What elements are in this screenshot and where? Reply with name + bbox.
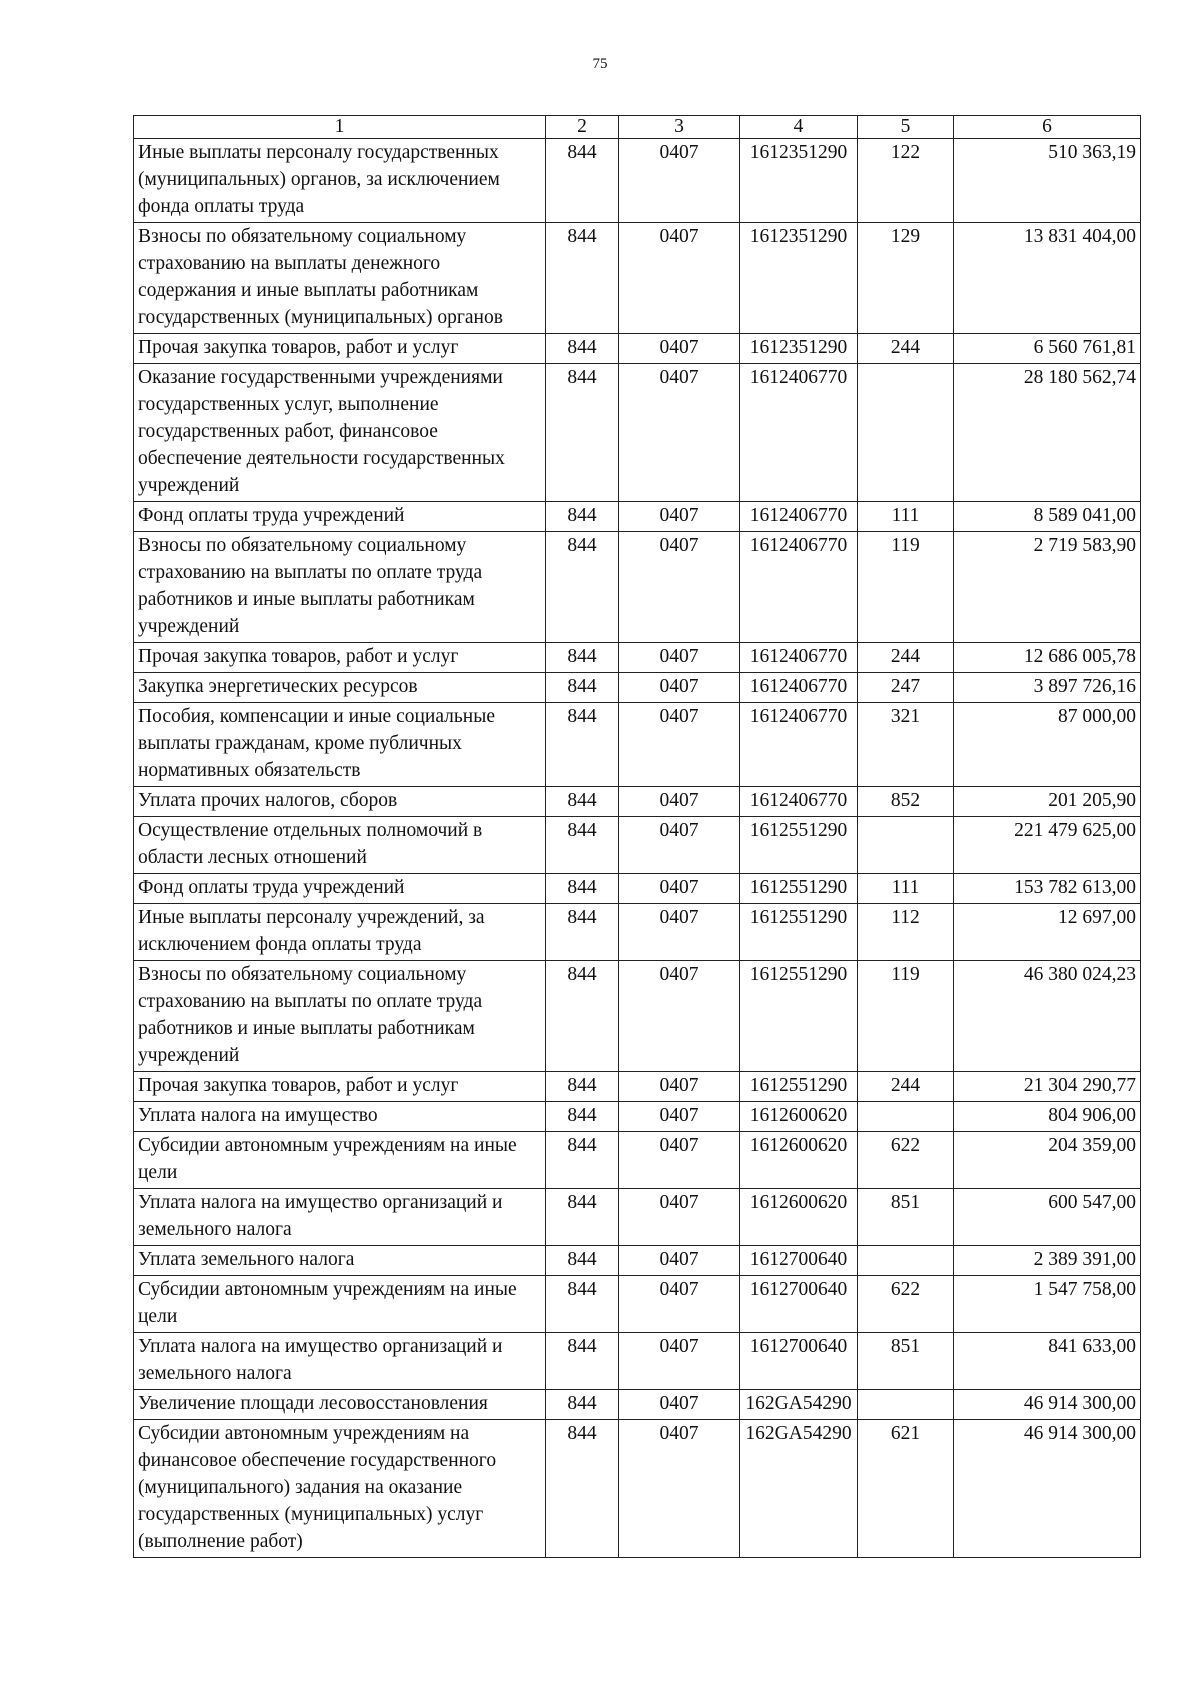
row-col5-cell: 851 (858, 1189, 954, 1246)
table-row (134, 1390, 1141, 1420)
table-row (134, 961, 1141, 1072)
row-col5-cell (858, 1390, 954, 1420)
row-name-cell: Субсидии автономным учреждениям на финансовое обеспечение государственного (муниципального) задания на оказание государственных (муниципальных) услуг (выполнение работ) (134, 1420, 546, 1558)
row-col2-cell: 844 (546, 1333, 619, 1390)
row-col3-cell: 0407 (619, 961, 740, 1072)
row-col5-cell: 244 (858, 1072, 954, 1102)
row-name-cell: Уплата прочих налогов, сборов (134, 787, 546, 817)
header-col-5: 5 (858, 116, 954, 139)
row-amount-cell: 3 897 726,16 (954, 673, 1141, 703)
row-amount-cell: 46 914 300,00 (954, 1420, 1141, 1558)
row-col2-cell: 844 (546, 703, 619, 787)
row-col4-cell: 162GA54290 (740, 1390, 858, 1420)
budget-table (133, 115, 1141, 1558)
row-name-cell: Прочая закупка товаров, работ и услуг (134, 334, 546, 364)
row-col5-cell: 129 (858, 223, 954, 334)
row-name-cell: Увеличение площади лесовосстановления (134, 1390, 546, 1420)
row-col2-cell: 844 (546, 961, 619, 1072)
table-row (134, 1276, 1141, 1333)
row-amount-cell: 28 180 562,74 (954, 364, 1141, 502)
row-col2-cell: 844 (546, 1072, 619, 1102)
row-col2-cell: 844 (546, 1132, 619, 1189)
row-col5-cell: 851 (858, 1333, 954, 1390)
row-col3-cell: 0407 (619, 1246, 740, 1276)
row-name-cell: Взносы по обязательному социальному страхованию на выплаты денежного содержания и иные выплаты работникам государственных (муниципальных) органов (134, 223, 546, 334)
table-row (134, 1333, 1141, 1390)
row-col3-cell: 0407 (619, 1276, 740, 1333)
row-col4-cell: 1612406770 (740, 673, 858, 703)
header-col-3: 3 (619, 116, 740, 139)
row-col4-cell: 1612351290 (740, 223, 858, 334)
row-col2-cell: 844 (546, 787, 619, 817)
row-col5-cell: 244 (858, 643, 954, 673)
row-col4-cell: 1612406770 (740, 787, 858, 817)
row-col3-cell: 0407 (619, 532, 740, 643)
row-col3-cell: 0407 (619, 334, 740, 364)
table-row (134, 1420, 1141, 1558)
row-col5-cell: 622 (858, 1132, 954, 1189)
row-col3-cell: 0407 (619, 1189, 740, 1246)
row-name-cell: Субсидии автономным учреждениям на иные цели (134, 1276, 546, 1333)
row-col2-cell: 844 (546, 874, 619, 904)
row-name-cell: Уплата налога на имущество организаций и земельного налога (134, 1189, 546, 1246)
table-row (134, 787, 1141, 817)
row-name-cell: Закупка энергетических ресурсов (134, 673, 546, 703)
table-row (134, 1189, 1141, 1246)
row-name-cell: Уплата налога на имущество (134, 1102, 546, 1132)
row-amount-cell: 841 633,00 (954, 1333, 1141, 1390)
row-col3-cell: 0407 (619, 1390, 740, 1420)
row-col5-cell (858, 364, 954, 502)
table-row (134, 673, 1141, 703)
row-col5-cell: 112 (858, 904, 954, 961)
row-col2-cell: 844 (546, 1420, 619, 1558)
row-col4-cell: 1612551290 (740, 961, 858, 1072)
row-amount-cell: 8 589 041,00 (954, 502, 1141, 532)
row-amount-cell: 1 547 758,00 (954, 1276, 1141, 1333)
row-name-cell: Субсидии автономным учреждениям на иные цели (134, 1132, 546, 1189)
row-col3-cell: 0407 (619, 1102, 740, 1132)
header-col-2: 2 (546, 116, 619, 139)
page-number: 75 (592, 56, 608, 72)
table-row (134, 703, 1141, 787)
row-col5-cell (858, 1102, 954, 1132)
row-col4-cell: 1612551290 (740, 817, 858, 874)
row-col3-cell: 0407 (619, 223, 740, 334)
table-row (134, 643, 1141, 673)
row-col3-cell: 0407 (619, 1333, 740, 1390)
row-col2-cell: 844 (546, 1246, 619, 1276)
row-col3-cell: 0407 (619, 817, 740, 874)
table-row (134, 139, 1141, 223)
header-col-6: 6 (954, 116, 1141, 139)
row-col4-cell: 1612406770 (740, 532, 858, 643)
row-name-cell: Взносы по обязательному социальному страхованию на выплаты по оплате труда работников и иные выплаты работникам учреждений (134, 961, 546, 1072)
row-name-cell: Прочая закупка товаров, работ и услуг (134, 643, 546, 673)
row-col4-cell: 1612551290 (740, 874, 858, 904)
row-amount-cell: 6 560 761,81 (954, 334, 1141, 364)
row-col4-cell: 1612551290 (740, 904, 858, 961)
row-col5-cell: 119 (858, 532, 954, 643)
row-col2-cell: 844 (546, 364, 619, 502)
row-col5-cell: 321 (858, 703, 954, 787)
row-col4-cell: 1612406770 (740, 643, 858, 673)
row-col4-cell: 1612700640 (740, 1246, 858, 1276)
table-header-row (134, 116, 1141, 139)
table-row (134, 817, 1141, 874)
row-amount-cell: 21 304 290,77 (954, 1072, 1141, 1102)
row-col3-cell: 0407 (619, 703, 740, 787)
table-row (134, 223, 1141, 334)
row-name-cell: Уплата земельного налога (134, 1246, 546, 1276)
row-amount-cell: 12 686 005,78 (954, 643, 1141, 673)
row-name-cell: Иные выплаты персоналу государственных (муниципальных) органов, за исключением фонда оплаты труда (134, 139, 546, 223)
table-row (134, 1246, 1141, 1276)
row-col4-cell: 1612551290 (740, 1072, 858, 1102)
table-row (134, 904, 1141, 961)
row-amount-cell: 12 697,00 (954, 904, 1141, 961)
row-col4-cell: 1612406770 (740, 364, 858, 502)
row-name-cell: Осуществление отдельных полномочий в области лесных отношений (134, 817, 546, 874)
header-col-4: 4 (740, 116, 858, 139)
row-name-cell: Взносы по обязательному социальному страхованию на выплаты по оплате труда работников и иные выплаты работникам учреждений (134, 532, 546, 643)
row-col2-cell: 844 (546, 643, 619, 673)
row-col4-cell: 162GA54290 (740, 1420, 858, 1558)
row-col4-cell: 1612700640 (740, 1333, 858, 1390)
row-col2-cell: 844 (546, 532, 619, 643)
row-col4-cell: 1612600620 (740, 1132, 858, 1189)
row-col3-cell: 0407 (619, 364, 740, 502)
row-col3-cell: 0407 (619, 673, 740, 703)
row-col3-cell: 0407 (619, 904, 740, 961)
row-col4-cell: 1612600620 (740, 1189, 858, 1246)
row-col4-cell: 1612600620 (740, 1102, 858, 1132)
row-col2-cell: 844 (546, 502, 619, 532)
row-col2-cell: 844 (546, 1189, 619, 1246)
row-col5-cell: 122 (858, 139, 954, 223)
row-amount-cell: 600 547,00 (954, 1189, 1141, 1246)
row-amount-cell: 13 831 404,00 (954, 223, 1141, 334)
row-col2-cell: 844 (546, 673, 619, 703)
row-col2-cell: 844 (546, 1390, 619, 1420)
row-col5-cell: 244 (858, 334, 954, 364)
row-amount-cell: 87 000,00 (954, 703, 1141, 787)
row-col2-cell: 844 (546, 223, 619, 334)
row-col5-cell: 621 (858, 1420, 954, 1558)
row-col3-cell: 0407 (619, 787, 740, 817)
row-col2-cell: 844 (546, 1276, 619, 1333)
table-row (134, 1132, 1141, 1189)
row-col3-cell: 0407 (619, 1072, 740, 1102)
row-col4-cell: 1612700640 (740, 1276, 858, 1333)
row-name-cell: Оказание государственными учреждениями государственных услуг, выполнение государственных работ, финансовое обеспечение деятельности государственных учреждений (134, 364, 546, 502)
row-col4-cell: 1612406770 (740, 703, 858, 787)
row-col3-cell: 0407 (619, 1420, 740, 1558)
header-col-1: 1 (134, 116, 546, 139)
row-col3-cell: 0407 (619, 874, 740, 904)
row-col5-cell (858, 817, 954, 874)
row-name-cell: Уплата налога на имущество организаций и земельного налога (134, 1333, 546, 1390)
row-amount-cell: 221 479 625,00 (954, 817, 1141, 874)
row-col5-cell: 111 (858, 874, 954, 904)
row-col5-cell: 852 (858, 787, 954, 817)
row-col2-cell: 844 (546, 139, 619, 223)
row-name-cell: Иные выплаты персоналу учреждений, за исключением фонда оплаты труда (134, 904, 546, 961)
row-amount-cell: 153 782 613,00 (954, 874, 1141, 904)
row-col4-cell: 1612406770 (740, 502, 858, 532)
row-col3-cell: 0407 (619, 643, 740, 673)
row-amount-cell: 204 359,00 (954, 1132, 1141, 1189)
table-row (134, 874, 1141, 904)
row-name-cell: Фонд оплаты труда учреждений (134, 874, 546, 904)
row-col3-cell: 0407 (619, 1132, 740, 1189)
row-col5-cell: 247 (858, 673, 954, 703)
row-name-cell: Пособия, компенсации и иные социальные выплаты гражданам, кроме публичных нормативных обязательств (134, 703, 546, 787)
row-amount-cell: 201 205,90 (954, 787, 1141, 817)
table-row (134, 532, 1141, 643)
row-amount-cell: 2 389 391,00 (954, 1246, 1141, 1276)
table-row (134, 1072, 1141, 1102)
table-row (134, 502, 1141, 532)
row-col2-cell: 844 (546, 904, 619, 961)
table-row (134, 1102, 1141, 1132)
row-name-cell: Прочая закупка товаров, работ и услуг (134, 1072, 546, 1102)
row-col5-cell: 622 (858, 1276, 954, 1333)
row-amount-cell: 46 914 300,00 (954, 1390, 1141, 1420)
row-col2-cell: 844 (546, 1102, 619, 1132)
row-amount-cell: 804 906,00 (954, 1102, 1141, 1132)
row-amount-cell: 46 380 024,23 (954, 961, 1141, 1072)
row-col5-cell: 111 (858, 502, 954, 532)
table-row (134, 334, 1141, 364)
row-name-cell: Фонд оплаты труда учреждений (134, 502, 546, 532)
row-col2-cell: 844 (546, 817, 619, 874)
row-col4-cell: 1612351290 (740, 139, 858, 223)
row-amount-cell: 510 363,19 (954, 139, 1141, 223)
row-col5-cell (858, 1246, 954, 1276)
row-col3-cell: 0407 (619, 502, 740, 532)
row-col4-cell: 1612351290 (740, 334, 858, 364)
row-col2-cell: 844 (546, 334, 619, 364)
row-col3-cell: 0407 (619, 139, 740, 223)
budget-table-body (134, 116, 1141, 1558)
row-amount-cell: 2 719 583,90 (954, 532, 1141, 643)
row-col5-cell: 119 (858, 961, 954, 1072)
table-row (134, 364, 1141, 502)
